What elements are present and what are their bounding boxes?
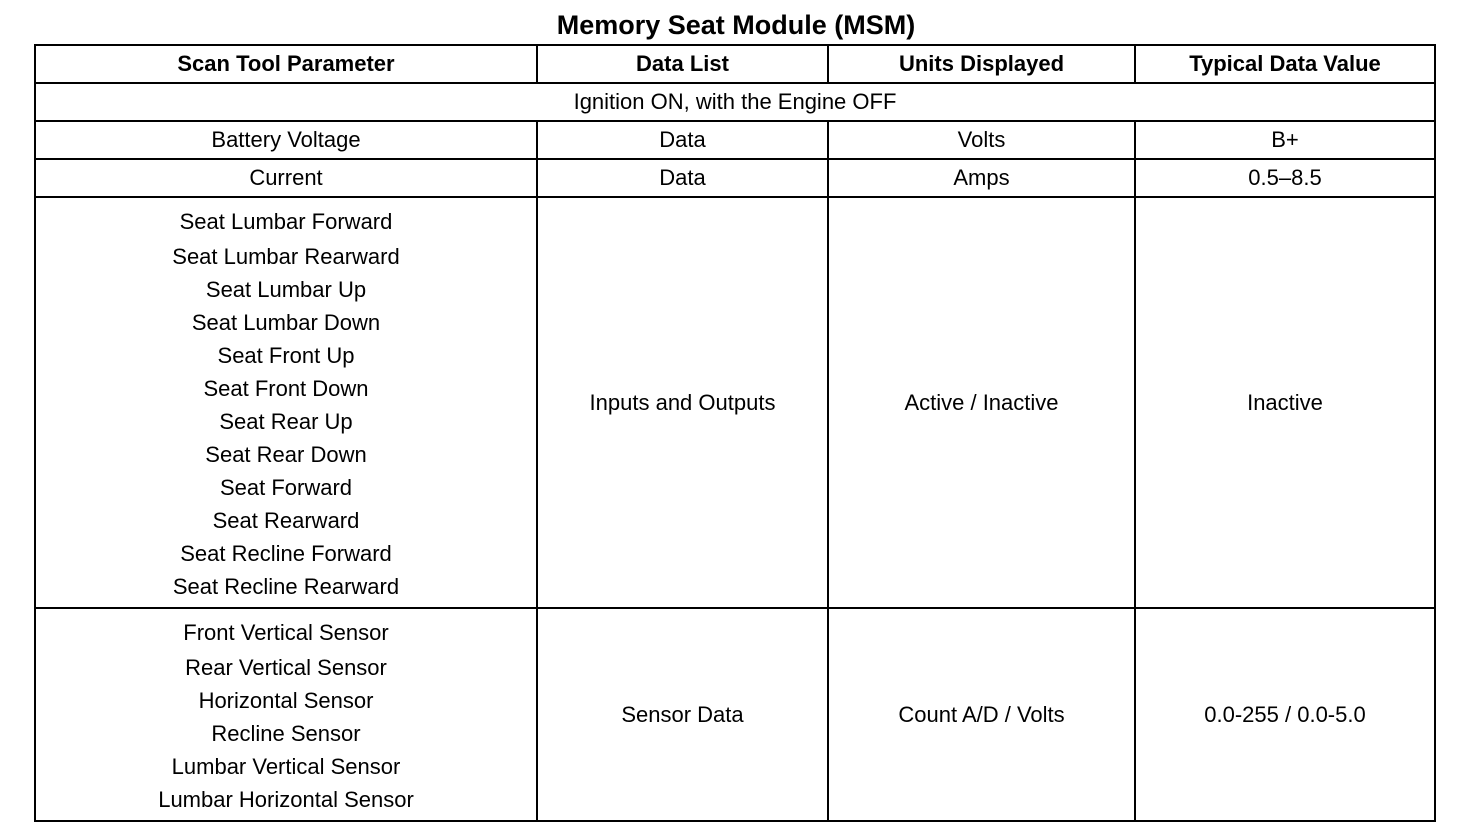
typical-value-cell: Inactive (1135, 197, 1435, 608)
list-item: Rear Vertical Sensor (185, 655, 387, 680)
list-item: Seat Rearward (212, 508, 360, 533)
list-item: Lumbar Vertical Sensor (171, 754, 401, 779)
condition-cell: Ignition ON, with the Engine OFF (35, 83, 1435, 121)
data-list-cell: Inputs and Outputs (537, 197, 828, 608)
list-item: Seat Front Up (217, 343, 355, 368)
typical-value-cell: B+ (1135, 121, 1435, 159)
units-cell: Count A/D / Volts (828, 608, 1135, 821)
list-item: Seat Lumbar Forward (179, 209, 393, 234)
list-item: Horizontal Sensor (198, 688, 374, 713)
units-cell: Active / Inactive (828, 197, 1135, 608)
parameter-list-cell (35, 608, 537, 821)
units-cell: Volts (828, 121, 1135, 159)
list-item: Seat Recline Rearward (172, 574, 400, 599)
units-cell: Amps (828, 159, 1135, 197)
list-item: Seat Lumbar Rearward (172, 244, 400, 269)
parameter-cell: Battery Voltage (35, 121, 537, 159)
table-row (35, 121, 1435, 159)
table-row (35, 608, 1435, 821)
list-item: Front Vertical Sensor (183, 620, 389, 645)
parameter-cell: Current (35, 159, 537, 197)
header-row (35, 45, 1435, 83)
data-list-cell: Data (537, 159, 828, 197)
table-row (35, 159, 1435, 197)
header-data-list: Data List (537, 45, 828, 83)
header-units-displayed: Units Displayed (828, 45, 1135, 83)
typical-value-cell: 0.0-255 / 0.0-5.0 (1135, 608, 1435, 821)
page-title: Memory Seat Module (MSM) (556, 10, 916, 40)
data-list-cell: Sensor Data (537, 608, 828, 821)
list-item: Recline Sensor (211, 721, 361, 746)
parameter-list-cell (35, 197, 537, 608)
list-item: Seat Lumbar Down (191, 310, 381, 335)
data-list-cell: Data (537, 121, 828, 159)
list-item: Seat Lumbar Up (205, 277, 367, 302)
header-scan-tool-parameter: Scan Tool Parameter (35, 45, 537, 83)
list-item: Seat Forward (219, 475, 353, 500)
list-item: Lumbar Horizontal Sensor (158, 787, 414, 812)
list-item: Seat Front Down (203, 376, 369, 401)
data-table (34, 44, 1436, 822)
list-item: Seat Rear Down (205, 442, 367, 467)
typical-value-cell: 0.5–8.5 (1135, 159, 1435, 197)
table-row (35, 197, 1435, 608)
list-item: Seat Rear Up (219, 409, 353, 434)
header-typical-data-value: Typical Data Value (1135, 45, 1435, 83)
list-item: Seat Recline Forward (180, 541, 392, 566)
condition-row (35, 83, 1435, 121)
